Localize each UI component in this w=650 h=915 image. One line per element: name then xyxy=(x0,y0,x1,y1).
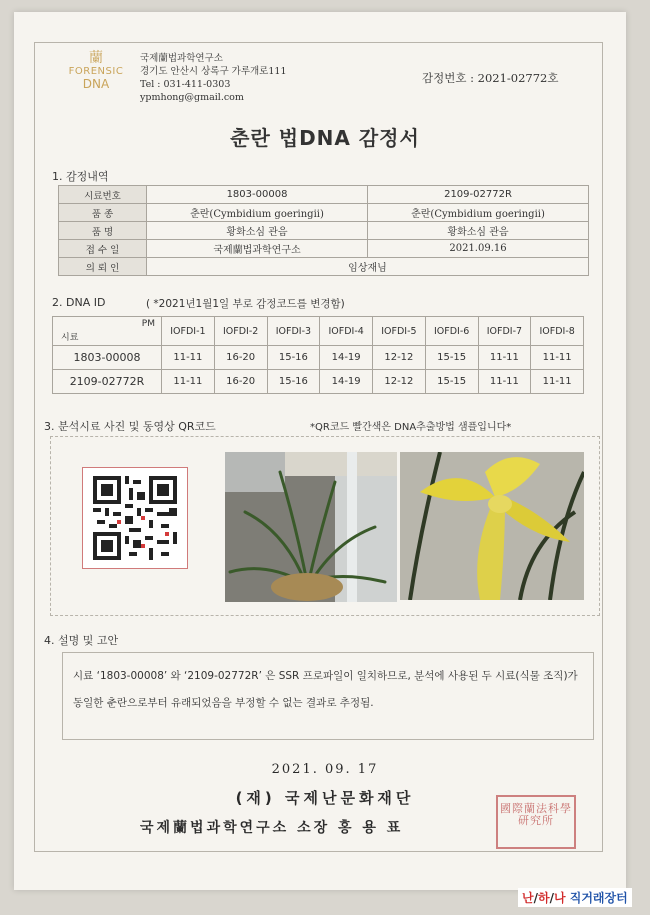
species-right: 춘란(Cymbidium goeringii) xyxy=(368,204,589,222)
marker-value: 15-16 xyxy=(267,370,320,394)
director-signature: 국제蘭법과학연구소 소장 홍 용 표 xyxy=(140,820,404,836)
marker-value: 14-19 xyxy=(320,346,373,370)
watermark-part: 난 xyxy=(522,891,534,905)
appraisal-details-table xyxy=(58,185,589,276)
row-label: 의 뢰 인 xyxy=(59,258,147,276)
marker-header: IOFDI-6 xyxy=(425,317,478,346)
marker-value: 11-11 xyxy=(531,346,584,370)
official-seal-stamp xyxy=(496,795,576,849)
section1-heading: 1. 감정내역 xyxy=(52,170,109,183)
institute-address: 경기도 안산시 상록구 가루개로111 xyxy=(140,66,287,77)
marker-header: IOFDI-8 xyxy=(531,317,584,346)
pm-sample-corner xyxy=(53,317,162,346)
corner-sample: 시료 xyxy=(61,333,79,343)
forensic-dna-logo xyxy=(60,50,132,106)
marker-value: 11-11 xyxy=(478,346,531,370)
table-row xyxy=(59,186,589,204)
document-title: 춘란 법DNA 감정서 xyxy=(230,126,420,150)
marker-value: 11-11 xyxy=(162,370,215,394)
row-label: 품 종 xyxy=(59,204,147,222)
dna-id-table xyxy=(52,316,584,394)
watermark-part: 직거래장터 xyxy=(565,891,628,905)
logo-mark: 蘭 xyxy=(89,50,103,66)
corner-pm: PM xyxy=(141,319,155,329)
marker-header: IOFDI-7 xyxy=(478,317,531,346)
table-row xyxy=(59,240,589,258)
section2-heading: 2. DNA ID xyxy=(52,296,106,309)
table-row xyxy=(59,222,589,240)
marker-value: 12-12 xyxy=(373,370,426,394)
received-right: 2021.09.16 xyxy=(368,240,589,258)
section3-note: *QR코드 빨간색은 DNA추출방법 샘플입니다* xyxy=(310,422,512,433)
variety-right: 황화소심 관음 xyxy=(368,222,589,240)
watermark-part: / xyxy=(533,891,538,905)
marketplace-watermark xyxy=(518,888,632,907)
logo-text-forensic: FORENSIC xyxy=(68,66,124,77)
watermark-part: / xyxy=(549,891,554,905)
institute-email: ypmhong@gmail.com xyxy=(140,92,244,103)
sample-id: 2109-02772R xyxy=(53,370,162,394)
table-row xyxy=(59,204,589,222)
appraisal-number: 감정번호 : 2021-02772호 xyxy=(422,71,559,85)
orchid-flower-photo xyxy=(400,452,584,600)
marker-value: 15-16 xyxy=(267,346,320,370)
marker-value: 14-19 xyxy=(320,370,373,394)
sample-no-left: 1803-00008 xyxy=(147,186,368,204)
qr-code-icon[interactable] xyxy=(93,476,177,560)
institute-name: 국제蘭법과학연구소 xyxy=(140,53,223,64)
marker-value: 16-20 xyxy=(214,346,267,370)
marker-header: IOFDI-5 xyxy=(373,317,426,346)
description-box xyxy=(62,652,594,740)
marker-value: 15-15 xyxy=(425,346,478,370)
marker-value: 16-20 xyxy=(214,370,267,394)
section3-heading: 3. 분석시료 사진 및 동영상 QR코드 xyxy=(44,420,216,433)
row-label: 품 명 xyxy=(59,222,147,240)
issuer-name: (재) 국제난문화재단 xyxy=(235,789,415,807)
watermark-part: 나 xyxy=(553,891,566,905)
marker-value: 12-12 xyxy=(373,346,426,370)
marker-header: IOFDI-4 xyxy=(320,317,373,346)
marker-header: IOFDI-1 xyxy=(162,317,215,346)
orchid-flower-image xyxy=(400,452,584,600)
marker-value: 11-11 xyxy=(531,370,584,394)
orchid-plant-photo xyxy=(225,452,397,602)
row-label: 시료번호 xyxy=(59,186,147,204)
row-label: 접 수 일 xyxy=(59,240,147,258)
sample-id: 1803-00008 xyxy=(53,346,162,370)
sample-no-right: 2109-02772R xyxy=(368,186,589,204)
marker-value: 11-11 xyxy=(478,370,531,394)
seal-text: 國際蘭法科學研究所 xyxy=(500,802,572,827)
section4-heading: 4. 설명 및 고안 xyxy=(44,634,119,647)
received-left: 국제蘭법과학연구소 xyxy=(147,240,368,258)
table-row xyxy=(53,346,584,370)
requester-value: 임상재님 xyxy=(147,258,589,276)
qr-code-frame[interactable] xyxy=(82,467,188,569)
institute-tel: Tel : 031-411-0303 xyxy=(140,79,231,90)
table-row xyxy=(59,258,589,276)
marker-header: IOFDI-3 xyxy=(267,317,320,346)
issue-date: 2021. 09. 17 xyxy=(271,762,379,777)
institute-info xyxy=(140,52,287,104)
marker-header: IOFDI-2 xyxy=(214,317,267,346)
table-header-row xyxy=(53,317,584,346)
section2-note: ( *2021년1월1일 부로 감정코드를 변경함) xyxy=(146,298,345,310)
table-row xyxy=(53,370,584,394)
watermark-part: 하 xyxy=(537,891,550,905)
marker-value: 11-11 xyxy=(162,346,215,370)
description-text: 시료 ‘1803-00008’ 와 ‘2109-02772R’ 은 SSR 프로파일이 일치하므로, 분석에 사용된 두 시료(식물 조직)가 동일한 춘란으로부터 유래되었음을 부정할 수 없는 결과로 추정됨. xyxy=(73,670,578,709)
variety-left: 황화소심 관음 xyxy=(147,222,368,240)
marker-value: 15-15 xyxy=(425,370,478,394)
orchid-plant-image xyxy=(225,452,397,602)
species-left: 춘란(Cymbidium goeringii) xyxy=(147,204,368,222)
logo-text-dna: DNA xyxy=(82,77,110,91)
